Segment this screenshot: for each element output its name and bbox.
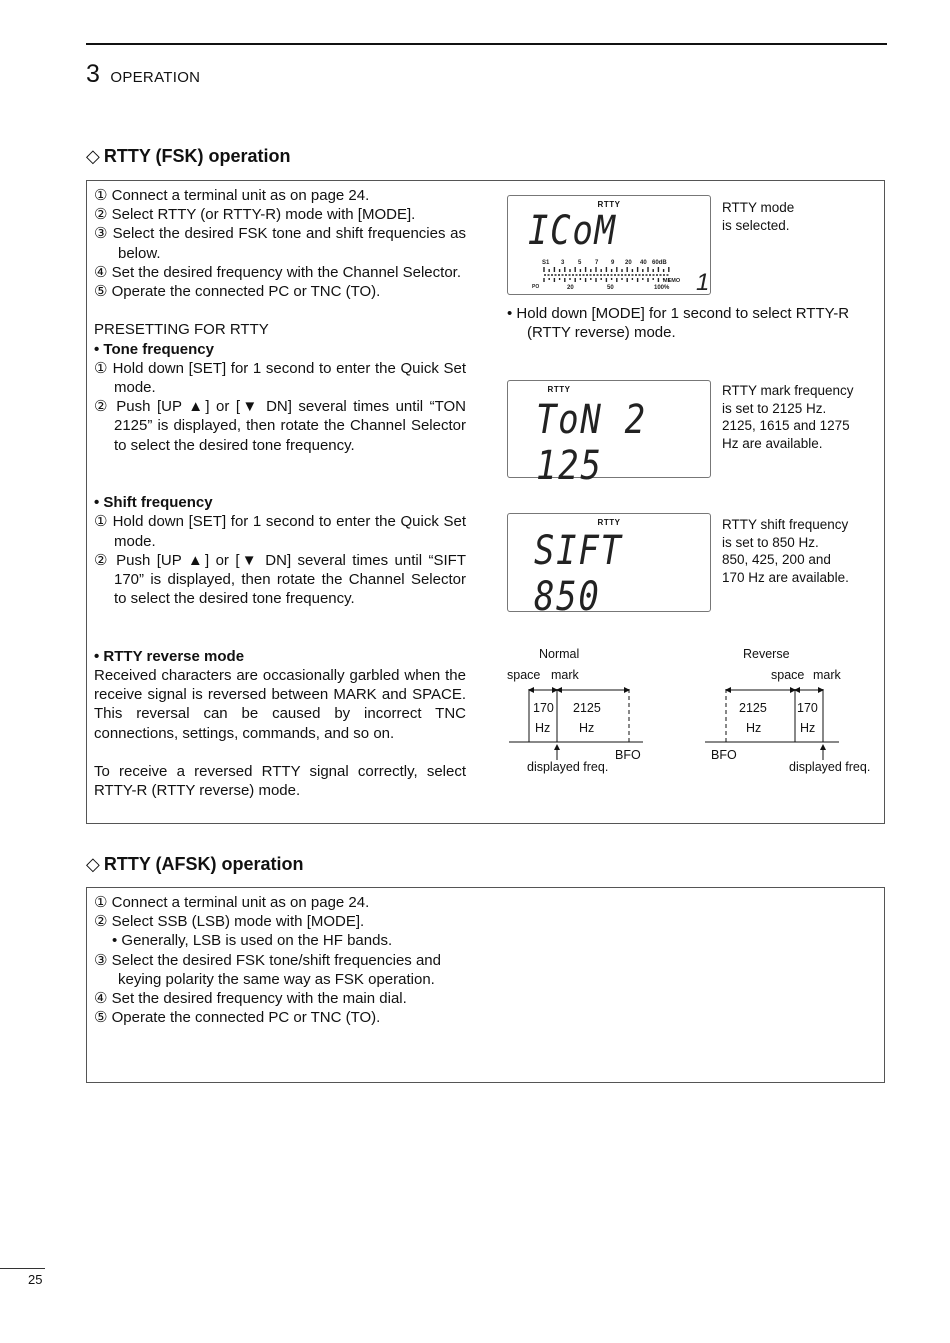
meter-top-label: 7 [595, 260, 599, 266]
chapter-title: OPERATION [110, 69, 201, 86]
normal-title: Normal [539, 647, 580, 661]
reverse-space-label: space [771, 668, 805, 682]
page-number: 25 [28, 1272, 43, 1287]
chapter-header [86, 60, 200, 89]
reverse-displayed: displayed freq. [789, 760, 871, 774]
meter-top-label: 5 [578, 260, 582, 266]
shift-step-1: ① Hold down [SET] for 1 second to enter the Quick Set mode. [94, 513, 466, 550]
afsk-box [86, 887, 885, 1083]
reverse-f2: 170 [797, 701, 818, 715]
fsk-box [86, 180, 885, 824]
tone-step-2: ② Push [UP ▲] or [▼ DN] several times until “TON 2125” is displayed, then rotate the Channel Selector to select the desired tone frequency. [94, 398, 466, 454]
meter-top-label: 9 [611, 260, 615, 266]
lcd3-caption: RTTY shift frequency is set to 850 Hz. 850, 425, 200 and 170 Hz are available. [722, 517, 849, 585]
top-rule [86, 43, 887, 45]
fsk-step-2: ② Select RTTY (or RTTY-R) mode with [MODE]. [94, 206, 416, 224]
lcd2-caption: RTTY mark frequency is set to 2125 Hz. 2125, 1615 and 1275 Hz are available. [722, 383, 854, 451]
afsk-step-4: ④ Set the desired frequency with the main dial. [94, 990, 407, 1008]
lcd-display-tone [507, 380, 711, 489]
fsk-step-3: ③ Select the desired FSK tone and shift frequencies as below. [94, 225, 466, 262]
lcd-display-icom [507, 195, 711, 295]
afsk-step-5: ⑤ Operate the connected PC or TNC (TO). [94, 1009, 381, 1027]
lcd-text: SIFT 850 [534, 528, 623, 620]
lcd-text: ToN 2 125 [536, 397, 647, 489]
reverse-title: • RTTY reverse mode [94, 647, 245, 665]
hold-mode-note: • Hold down [MODE] for 1 second to select RTTY-R (RTTY reverse) mode. [507, 305, 850, 342]
normal-f1: 170 [533, 701, 554, 715]
reverse-para-1: Received characters are occasionally garbled when the receive signal is reversed between MARK and SPACE. This reversal can be caused by incorrect TNC connections, settings, commands, and so on. [94, 667, 466, 742]
memo-channel: 1 [696, 269, 710, 296]
fsk-step-1: ① Connect a terminal unit as on page 24. [94, 187, 370, 204]
meter-bottom-label: 20 [567, 285, 574, 291]
memo-label: MEMO [663, 278, 681, 284]
fsk-step-5: ⑤ Operate the connected PC or TNC (TO). [94, 283, 381, 301]
meter-bottom-label: PO [532, 284, 540, 290]
reverse-para-2: To receive a reversed RTTY signal correctly, select RTTY-R (RTTY reverse) mode. [94, 763, 466, 800]
diamond-icon: ◇ [86, 854, 100, 874]
reverse-mark-label: mark [813, 668, 841, 682]
lcd-mode-label: RTTY [597, 200, 621, 209]
afsk-step-3: ③ Select the desired FSK tone/shift frequencies and keying polarity the same way as FSK operation. [94, 951, 441, 988]
reverse-f1-unit: Hz [746, 721, 762, 735]
frequency-diagram [501, 641, 891, 781]
meter-top-label: 20 [625, 260, 632, 266]
fsk-step-4: ④ Set the desired frequency with the Channel Selector. [94, 263, 461, 281]
afsk-step-2: ② Select SSB (LSB) mode with [MODE]. [94, 913, 365, 931]
meter-top-label: 60dB [652, 260, 667, 266]
shift-title: • Shift frequency [94, 494, 213, 512]
tone-step-1: ① Hold down [SET] for 1 second to enter the Quick Set mode. [94, 359, 466, 397]
normal-f2-unit: Hz [579, 721, 595, 735]
afsk-section-title: ◇ RTTY (AFSK) operation [86, 854, 304, 874]
meter-top-label: 40 [640, 260, 647, 266]
meter-top-label: 3 [561, 260, 565, 266]
meter-bottom-label: 100% [654, 285, 670, 291]
normal-bfo: BFO [615, 748, 641, 762]
presetting-title: PRESETTING FOR RTTY [94, 321, 269, 339]
reverse-f1: 2125 [739, 701, 767, 715]
afsk-note: • Generally, LSB is used on the HF bands. [112, 932, 393, 950]
fsk-left-column [94, 186, 466, 800]
afsk-step-1: ① Connect a terminal unit as on page 24. [94, 894, 370, 911]
normal-f1-unit: Hz [535, 721, 551, 735]
diamond-icon: ◇ [86, 146, 100, 166]
fsk-section-title: ◇ RTTY (FSK) operation [86, 146, 291, 166]
chapter-number: 3 [86, 60, 100, 88]
reverse-title: Reverse [743, 647, 790, 661]
normal-f2: 2125 [573, 701, 601, 715]
normal-space-label: space [507, 668, 541, 682]
reverse-bfo: BFO [711, 748, 737, 762]
lcd-display-shift [507, 513, 711, 620]
tone-title: • Tone frequency [94, 340, 214, 358]
signal-meter [508, 196, 712, 296]
footer-rule [0, 1268, 45, 1269]
normal-displayed: displayed freq. [527, 760, 609, 774]
lcd-mode-label: RTTY [597, 518, 621, 527]
lcd1-caption: RTTY mode is selected. [722, 200, 795, 233]
lcd-text: ICoM [528, 208, 617, 254]
afsk-column [94, 893, 466, 1027]
meter-bottom-label: 50 [607, 285, 614, 291]
reverse-f2-unit: Hz [800, 721, 816, 735]
normal-mark-label: mark [551, 668, 579, 682]
meter-top-label: S1 [542, 260, 550, 266]
lcd-mode-label: RTTY [547, 385, 571, 394]
shift-step-2: ② Push [UP ▲] or [▼ DN] several times until “SIFT 170” is displayed, then rotate the Channel Selector to select the desired tone frequency. [94, 551, 466, 608]
